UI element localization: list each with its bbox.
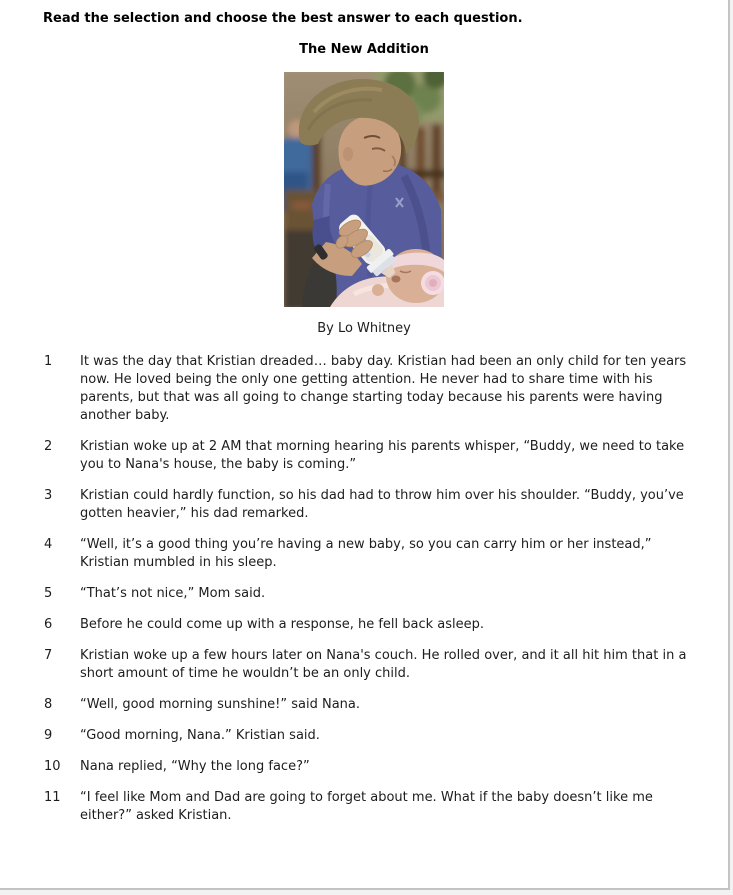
selection-title: The New Addition xyxy=(299,42,429,57)
passage-paragraph xyxy=(44,789,696,825)
paragraph-number: 5 xyxy=(44,586,53,601)
paragraph-number: 10 xyxy=(44,759,61,774)
paragraph-number: 6 xyxy=(44,617,53,632)
paragraph-text: Kristian woke up at 2 AM that morning hearing his parents whisper, “Buddy, we need to take you to Nana's house, the baby is coming.” xyxy=(80,439,685,472)
passage-paragraph xyxy=(44,353,696,425)
paragraph-text: Before he could come up with a response, he fell back asleep. xyxy=(80,617,485,632)
passage-photo xyxy=(284,72,444,307)
passage-paragraph xyxy=(44,438,696,474)
paragraph-text: “I feel like Mom and Dad are going to forget about me. What if the baby doesn’t like me either?” asked Kristian. xyxy=(80,790,653,823)
paragraph-text: It was the day that Kristian dreaded… baby day. Kristian had been an only child for ten years now. He loved being the only one getting attention. He never had to share time with his parents, but that was all going to change starting today because his parents were having another baby. xyxy=(80,354,687,423)
paragraph-number: 7 xyxy=(44,648,53,663)
paragraph-text: “Well, it’s a good thing you’re having a new baby, so you can carry him or her instead,” Kristian mumbled in his sleep. xyxy=(80,537,652,570)
paragraph-number: 11 xyxy=(44,790,61,805)
passage-photo-container xyxy=(0,72,728,307)
paragraph-text: “Well, good morning sunshine!” said Nana. xyxy=(80,697,361,712)
paragraph-number: 4 xyxy=(44,537,53,552)
passage-body xyxy=(44,353,696,825)
paragraph-number: 9 xyxy=(44,728,53,743)
instruction-text: Read the selection and choose the best answer to each question. xyxy=(43,11,523,26)
passage-paragraph xyxy=(44,487,696,523)
passage-paragraph xyxy=(44,585,696,603)
paragraph-text: Kristian woke up a few hours later on Nana's couch. He rolled over, and it all hit him that in a short amount of time he wouldn’t be an only child. xyxy=(80,648,687,681)
paragraph-text: “That’s not nice,” Mom said. xyxy=(80,586,266,601)
passage-paragraph xyxy=(44,536,696,572)
paragraph-number: 8 xyxy=(44,697,53,712)
passage-paragraph xyxy=(44,727,696,745)
paragraph-number: 2 xyxy=(44,439,53,454)
paragraph-number: 3 xyxy=(44,488,53,503)
passage-paragraph xyxy=(44,758,696,776)
passage-paragraph xyxy=(44,647,696,683)
passage-paragraph xyxy=(44,616,696,634)
byline: By Lo Whitney xyxy=(317,321,411,336)
passage-paragraph xyxy=(44,696,696,714)
paragraph-text: Kristian could hardly function, so his dad had to throw him over his shoulder. “Buddy, you’ve gotten heavier,” his dad remarked. xyxy=(80,488,684,521)
paragraph-number: 1 xyxy=(44,354,53,369)
paragraph-text: “Good morning, Nana.” Kristian said. xyxy=(80,728,320,743)
paragraph-text: Nana replied, “Why the long face?” xyxy=(80,759,310,774)
